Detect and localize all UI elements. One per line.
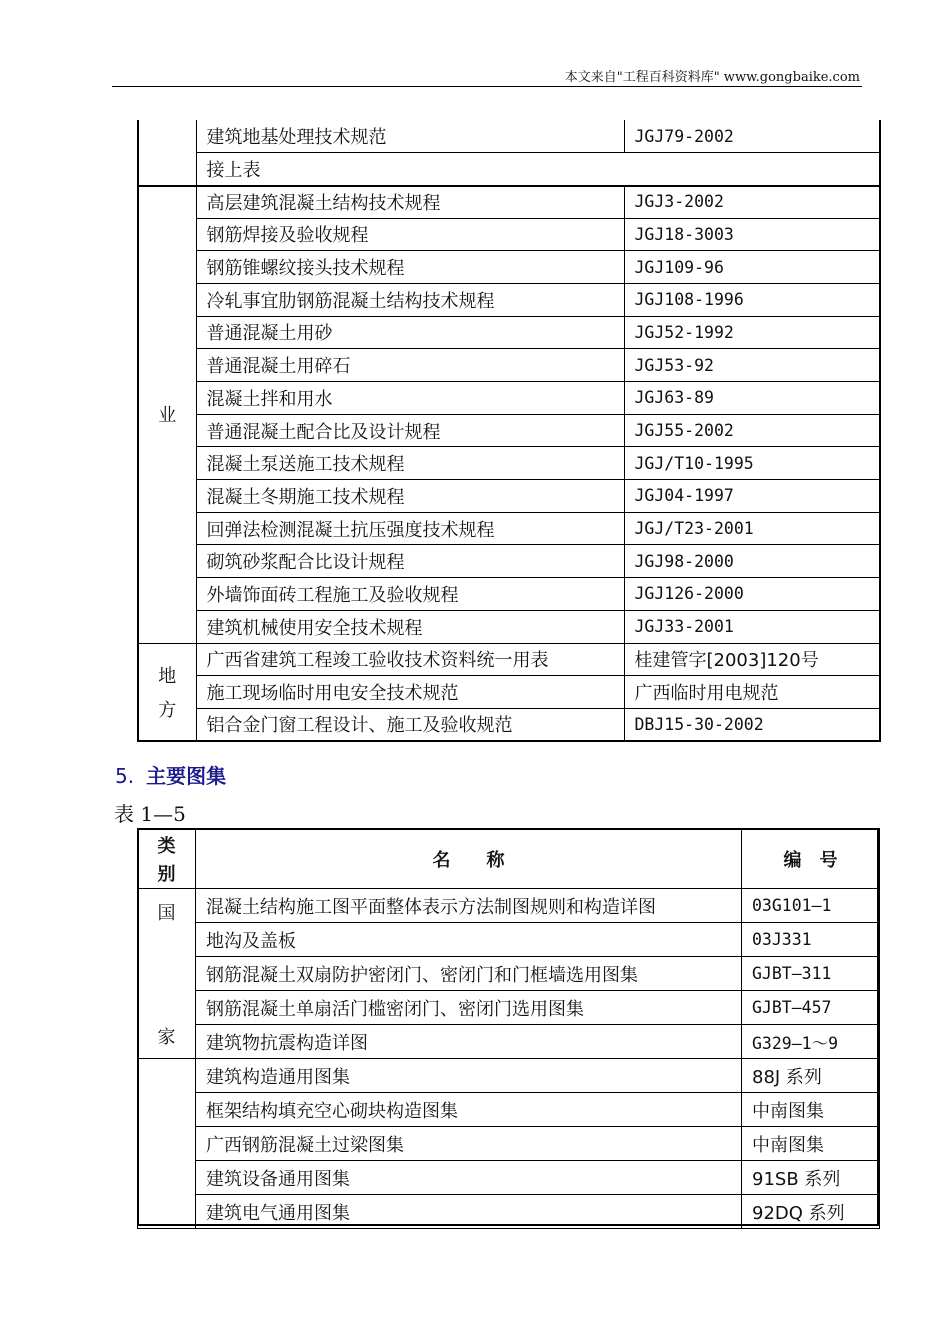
atlas-name: 建筑物抗震构造详图 bbox=[196, 1025, 742, 1059]
table-row bbox=[138, 218, 880, 251]
standard-code: JGJ126-2000 bbox=[624, 578, 880, 611]
table-row bbox=[138, 349, 880, 382]
category-cell-empty bbox=[138, 120, 196, 185]
table-row bbox=[138, 1025, 880, 1059]
table-row bbox=[138, 512, 880, 545]
table-row bbox=[138, 283, 880, 316]
category-label-national bbox=[138, 899, 195, 1049]
page-header-source: 本文来自"工程百科资料库" www.gongbaike.com bbox=[564, 70, 860, 85]
atlas-code: 中南图集 bbox=[742, 1127, 880, 1161]
table-caption: 表 1—5 bbox=[114, 802, 186, 826]
category-char: 地 bbox=[158, 665, 177, 687]
table-row bbox=[138, 1195, 880, 1229]
standard-code: DBJ15-30-2002 bbox=[624, 708, 880, 741]
table-row bbox=[138, 957, 880, 991]
standard-name: 普通混凝土用砂 bbox=[196, 316, 624, 349]
atlas-code: 88J 系列 bbox=[742, 1059, 880, 1093]
atlas-code: GJBT—457 bbox=[742, 991, 880, 1025]
category-cell-industry: 业 bbox=[138, 185, 196, 643]
header-char: 别 bbox=[157, 863, 176, 885]
standard-code: JGJ98-2000 bbox=[624, 545, 880, 578]
standard-name: 回弹法检测混凝土抗压强度技术规程 bbox=[196, 512, 624, 545]
atlas-code: 91SB 系列 bbox=[742, 1161, 880, 1195]
standard-code: JGJ108-1996 bbox=[624, 283, 880, 316]
header-code: 编 号 bbox=[742, 829, 880, 889]
standard-name: 冷轧事宜肋钢筋混凝土结构技术规程 bbox=[196, 283, 624, 316]
header-divider bbox=[112, 86, 862, 87]
standard-code: JGJ/T10-1995 bbox=[624, 447, 880, 480]
standard-name: 施工现场临时用电安全技术规范 bbox=[196, 676, 624, 709]
table-row bbox=[138, 1093, 880, 1127]
table-row bbox=[138, 480, 880, 513]
atlas-code: 03J331 bbox=[742, 923, 880, 957]
table-row bbox=[138, 382, 880, 415]
atlas-name: 钢筋混凝土单扇活门槛密闭门、密闭门选用图集 bbox=[196, 991, 742, 1025]
standard-code: JGJ52-1992 bbox=[624, 316, 880, 349]
atlas-name: 建筑电气通用图集 bbox=[196, 1195, 742, 1229]
table-row bbox=[138, 643, 880, 676]
atlas-name: 钢筋混凝土双扇防护密闭门、密闭门和门框墙选用图集 bbox=[196, 957, 742, 991]
standard-code: JGJ63-89 bbox=[624, 382, 880, 415]
category-char: 家 bbox=[157, 1026, 176, 1048]
table-row bbox=[138, 708, 880, 741]
standard-name: 砌筑砂浆配合比设计规程 bbox=[196, 545, 624, 578]
standard-name: 建筑机械使用安全技术规程 bbox=[196, 610, 624, 643]
atlas-code: GJBT—311 bbox=[742, 957, 880, 991]
atlas-table bbox=[137, 828, 880, 1229]
header-name: 名 称 bbox=[196, 829, 742, 889]
continued-label: 接上表 bbox=[196, 153, 880, 186]
standards-table bbox=[137, 120, 881, 742]
atlas-name: 框架结构填充空心砌块构造图集 bbox=[196, 1093, 742, 1127]
standard-code: 桂建管字[2003]120号 bbox=[624, 643, 880, 676]
atlas-code: G329—1～9 bbox=[742, 1025, 880, 1059]
section-title-text: 主要图集 bbox=[146, 764, 227, 788]
standard-name: 普通混凝土用碎石 bbox=[196, 349, 624, 382]
atlas-code: 03G101—1 bbox=[742, 889, 880, 923]
table-row bbox=[138, 185, 880, 218]
table-row bbox=[138, 923, 880, 957]
category-cell-local bbox=[138, 643, 196, 741]
standard-name: 钢筋锥螺纹接头技术规程 bbox=[196, 251, 624, 284]
standard-code: JGJ79-2002 bbox=[624, 120, 880, 153]
table-row bbox=[138, 120, 880, 153]
standard-name: 混凝土冬期施工技术规程 bbox=[196, 480, 624, 513]
standard-code: 广西临时用电规范 bbox=[624, 676, 880, 709]
table-row bbox=[138, 578, 880, 611]
header-category bbox=[138, 829, 196, 889]
standard-name: 普通混凝土配合比及设计规程 bbox=[196, 414, 624, 447]
standard-code: JGJ33-2001 bbox=[624, 610, 880, 643]
standard-name: 外墙饰面砖工程施工及验收规程 bbox=[196, 578, 624, 611]
standard-code: JGJ3-2002 bbox=[624, 185, 880, 218]
table-continuation-divider bbox=[137, 185, 879, 187]
header-char: 类 bbox=[157, 835, 176, 857]
atlas-code: 92DQ 系列 bbox=[742, 1195, 880, 1229]
standard-name: 建筑地基处理技术规范 bbox=[196, 120, 624, 153]
table-row bbox=[138, 1161, 880, 1195]
atlas-name: 建筑设备通用图集 bbox=[196, 1161, 742, 1195]
table-row bbox=[138, 447, 880, 480]
table-row bbox=[138, 1059, 880, 1093]
standard-code: JGJ18-3003 bbox=[624, 218, 880, 251]
atlas-name: 建筑构造通用图集 bbox=[196, 1059, 742, 1093]
standard-name: 广西省建筑工程竣工验收技术资料统一用表 bbox=[196, 643, 624, 676]
category-cell-empty bbox=[138, 1059, 196, 1229]
standard-code: JGJ04-1997 bbox=[624, 480, 880, 513]
standard-code: JGJ53-92 bbox=[624, 349, 880, 382]
category-label-local bbox=[139, 662, 196, 722]
table-row bbox=[138, 1127, 880, 1161]
category-cell-national bbox=[138, 889, 196, 1059]
table-row bbox=[138, 251, 880, 284]
table-header-row bbox=[138, 829, 880, 889]
category-char: 国 bbox=[157, 902, 176, 924]
table-row bbox=[138, 545, 880, 578]
table-row bbox=[138, 414, 880, 447]
standard-code: JGJ55-2002 bbox=[624, 414, 880, 447]
standard-code: JGJ109-96 bbox=[624, 251, 880, 284]
atlas-name: 混凝土结构施工图平面整体表示方法制图规则和构造详图 bbox=[196, 889, 742, 923]
standard-name: 钢筋焊接及验收规程 bbox=[196, 218, 624, 251]
standard-name: 高层建筑混凝土结构技术规程 bbox=[196, 185, 624, 218]
header-category-label bbox=[139, 832, 194, 886]
atlas-name: 地沟及盖板 bbox=[196, 923, 742, 957]
table-row bbox=[138, 316, 880, 349]
table-row bbox=[138, 153, 880, 186]
atlas-code: 中南图集 bbox=[742, 1093, 880, 1127]
section-number: 5. bbox=[115, 764, 135, 788]
standard-name: 混凝土拌和用水 bbox=[196, 382, 624, 415]
table-row bbox=[138, 991, 880, 1025]
table-row bbox=[138, 676, 880, 709]
standard-code: JGJ/T23-2001 bbox=[624, 512, 880, 545]
standard-name: 铝合金门窗工程设计、施工及验收规范 bbox=[196, 708, 624, 741]
standard-name: 混凝土泵送施工技术规程 bbox=[196, 447, 624, 480]
atlas-name: 广西钢筋混凝土过梁图集 bbox=[196, 1127, 742, 1161]
table-row bbox=[138, 889, 880, 923]
section-heading bbox=[115, 760, 226, 789]
category-char: 方 bbox=[158, 699, 177, 721]
table-row bbox=[138, 610, 880, 643]
